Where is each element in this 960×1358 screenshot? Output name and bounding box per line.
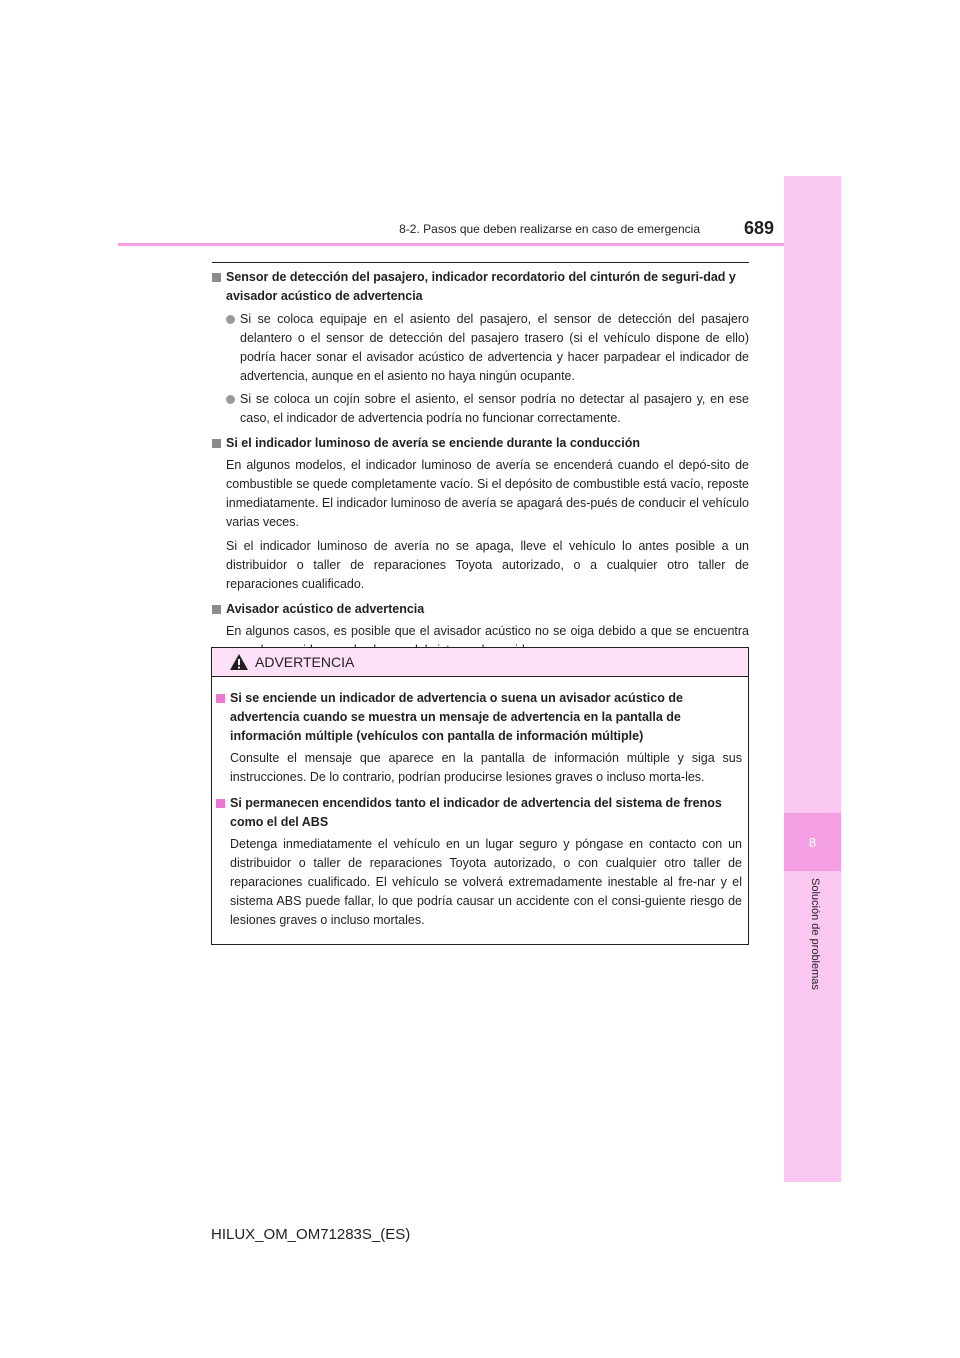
section-malfunction-indicator bbox=[212, 434, 749, 594]
warning-item-heading: Si se enciende un indicador de advertencia o suena un avisador acústico de advertencia cuando se muestra un mensaje de advertencia en la pantalla de información múltiple (vehículos con pantalla de información múltiple) bbox=[230, 691, 683, 743]
square-bullet-icon bbox=[216, 799, 225, 808]
section-heading: Si el indicador luminoso de avería se enciende durante la conducción bbox=[226, 436, 641, 450]
paragraph: En algunos casos, es posible que el avisador acústico no se oiga debido a que se encuentra bbox=[226, 624, 749, 638]
chapter-label: Solución de problemas bbox=[809, 878, 821, 990]
section-heading: Sensor de detección del pasajero, indicador recordatorio del cinturón de seguri-dad y avisador acústico de advertencia bbox=[226, 270, 736, 303]
square-bullet-icon bbox=[212, 273, 221, 282]
warning-item-text: Detenga inmediatamente el vehículo en un lugar seguro y póngase en contacto con un distribuidor o taller de reparaciones Toyota autorizado, o con cualquier otro taller de reparaciones cualificado. El vehículo se volverá extremadamente inestable al fre-nar y el sistema ABS puede fallar, lo que podría causar un accidente con el consi-guiente riesgo de lesiones graves o incluso mortales. bbox=[230, 837, 742, 927]
square-bullet-icon bbox=[212, 605, 221, 614]
circle-bullet-icon bbox=[226, 395, 235, 404]
warning-header bbox=[212, 648, 748, 677]
paragraph: En algunos modelos, el indicador luminoso de avería se encenderá cuando el depó-sito de combustible se quede completamente vacío. Si el depósito de combustible está vacío, reposte inmediatamente. El indicador luminoso de avería se apagará des-pués de conducir el vehículo varias veces. bbox=[226, 458, 749, 529]
paragraph: Si el indicador luminoso de avería no se apaga, lleve el vehículo lo antes posible a un distribuidor o taller de reparaciones Toyota autorizado, o a cualquier otro taller de reparaciones cualificado. bbox=[226, 539, 749, 591]
footer-code: HILUX_OM_OM71283S_(ES) bbox=[211, 1226, 411, 1243]
square-bullet-icon bbox=[212, 439, 221, 448]
warning-item bbox=[212, 689, 742, 787]
warning-item-heading: Si permanecen encendidos tanto el indicador de advertencia del sistema de frenos como el del ABS bbox=[230, 796, 722, 829]
header-divider bbox=[118, 243, 784, 246]
section-title: 8-2. Pasos que deben realizarse en caso de emergencia bbox=[399, 222, 700, 236]
list-item: Si se coloca equipaje en el asiento del pasajero, el sensor de detección del pasajero delantero o el sensor de detección del pasajero trasero (si el vehículo dispone de ello) podría hacer sonar el avisador acústico de advertencia y hacer parpadear el indicador de advertencia, aunque en el asiento no haya ningún ocupante. bbox=[226, 310, 749, 386]
list-item: Si se coloca un cojín sobre el asiento, el sensor podría no detectar al pasajero y, en ese caso, el indicador de advertencia podría no funcionar correctamente. bbox=[226, 390, 749, 428]
warning-item-text: Consulte el mensaje que aparece en la pantalla de información múltiple y siga sus instrucciones. De lo contrario, podrían producirse lesiones graves o incluso morta-les. bbox=[230, 751, 742, 784]
main-content bbox=[212, 268, 749, 666]
chapter-side-tab bbox=[784, 176, 841, 1182]
warning-title: ADVERTENCIA bbox=[255, 654, 355, 670]
circle-bullet-icon bbox=[226, 315, 235, 324]
warning-item bbox=[212, 794, 742, 930]
page-number: 689 bbox=[743, 218, 774, 238]
content-divider bbox=[212, 262, 749, 263]
square-bullet-icon bbox=[216, 694, 225, 703]
warning-triangle-icon bbox=[229, 653, 249, 671]
warning-box bbox=[211, 647, 749, 945]
chapter-number: 8 bbox=[784, 813, 841, 871]
section-heading: Avisador acústico de advertencia bbox=[226, 602, 425, 616]
section-passenger-sensor bbox=[212, 268, 749, 428]
